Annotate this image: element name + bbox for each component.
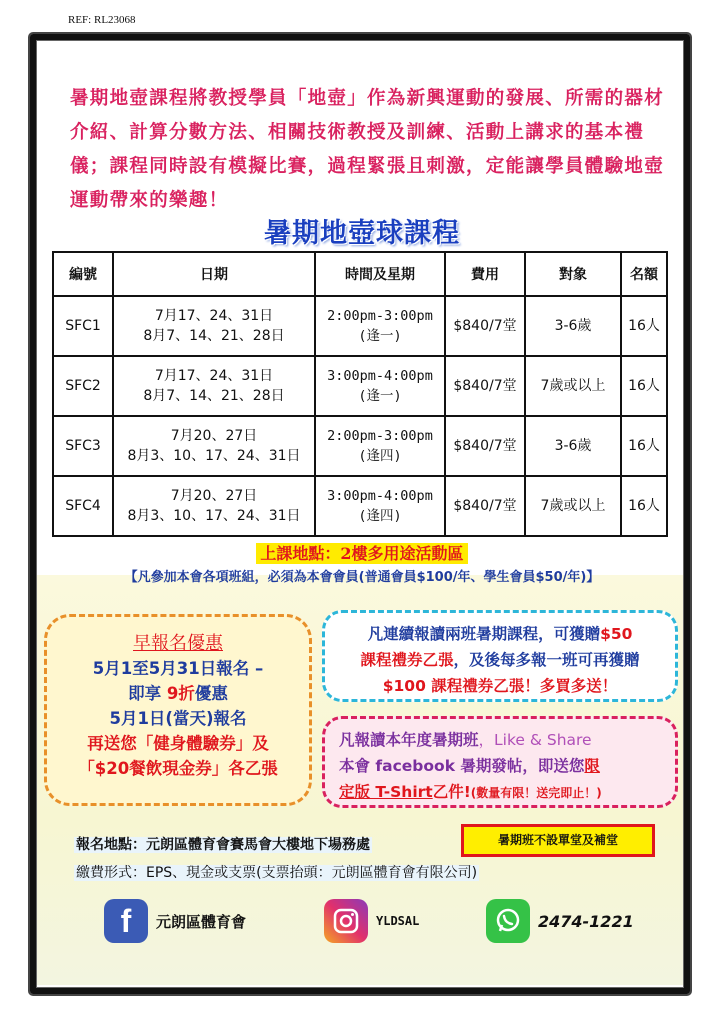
date-line: 8月7、14、21、28日 (143, 388, 285, 404)
early-bird-box (44, 614, 312, 806)
course-quota: 16人 (621, 356, 667, 416)
early-bird-gift: 「$20餐飲現金券」各乙張 (78, 759, 278, 778)
course-fee: $840/7堂 (445, 356, 525, 416)
course-dates (113, 356, 315, 416)
course-fee: $840/7堂 (445, 416, 525, 476)
promo-text: 凡報讀本年度暑期班 (339, 731, 479, 749)
time-line: 2:00pm-3:00pm (327, 428, 433, 444)
location-text: 報名地點：元朗區體育會賽馬會大樓地下場務處 (76, 837, 370, 853)
venue-text: 上課地點：2樓多用途活動區 (256, 543, 467, 564)
instagram-label: YLDSAL (376, 914, 420, 928)
course-code: SFC3 (53, 416, 113, 476)
table-header-row (53, 252, 667, 296)
header-date: 日期 (113, 252, 315, 296)
promo-highlight: 定版 T-Shirt (339, 783, 433, 801)
intro-paragraph: 暑期地壺課程將教授學員「地壺」作為新興運動的發展、所需的器材介紹、計算分數方法、相關技術教授及訓練、活動上講求的基本禮儀；課程同時設有模擬比賽，過程緊張且刺激，定能讓學員體驗地壺運動帶來的樂趣！ (70, 88, 665, 211)
course-fee: $840/7堂 (445, 296, 525, 356)
promo-line (325, 621, 675, 647)
promo-text: 凡連續報讀兩班暑期課程，可獲贈 (367, 625, 601, 643)
instagram-icon (324, 899, 368, 943)
table-row (53, 296, 667, 356)
discount-value: 9折 (166, 684, 195, 703)
continuous-enrolment-box (322, 610, 678, 702)
promo-line (339, 753, 675, 779)
no-single-lesson-notice: 暑期班不設單堂及補堂 (461, 824, 655, 857)
date-line: 8月3、10、17、24、31日 (127, 448, 301, 464)
promo-text: ，Like & Share (478, 731, 592, 749)
time-line: 3:00pm-4:00pm (327, 368, 433, 384)
early-bird-line: 5月1至5月31日報名 – (92, 659, 264, 678)
payment-methods (74, 862, 479, 882)
course-time (315, 356, 445, 416)
date-line: 7月17、24、31日 (154, 368, 274, 384)
whatsapp-icon (486, 899, 530, 943)
header-time: 時間及星期 (315, 252, 445, 296)
promo-text: 本會 facebook 暑期發帖，即送您 (339, 757, 585, 775)
registration-location (74, 834, 372, 854)
course-target: 7歲或以上 (525, 356, 621, 416)
day-line: (逢一) (358, 328, 402, 344)
date-line: 8月7、14、21、28日 (143, 328, 285, 344)
facebook-label: 元朗區體育會 (156, 912, 247, 931)
day-line: (逢四) (358, 508, 402, 524)
course-quota: 16人 (621, 476, 667, 536)
promo-voucher: $100 課程禮券乙張 (382, 677, 525, 695)
date-line: 7月20、27日 (170, 488, 258, 504)
promo-line (339, 779, 675, 806)
discount-prefix: 即享 (128, 684, 162, 703)
header-quota: 名額 (621, 252, 667, 296)
table-row (53, 476, 667, 536)
course-time (315, 476, 445, 536)
whatsapp-number: 2474-1221 (538, 911, 634, 931)
facebook-promo-box (322, 716, 678, 808)
date-line: 7月17、24、31日 (154, 308, 274, 324)
course-code: SFC2 (53, 356, 113, 416)
table-row (53, 356, 667, 416)
facebook-contact[interactable] (104, 898, 246, 944)
course-code: SFC4 (53, 476, 113, 536)
course-time (315, 416, 445, 476)
header-code: 編號 (53, 252, 113, 296)
course-dates (113, 416, 315, 476)
reference-code: REF: RL23068 (68, 14, 136, 26)
header-fee: 費用 (445, 252, 525, 296)
venue-banner (0, 541, 724, 564)
course-time (315, 296, 445, 356)
course-title: 暑期地壺球課程 (264, 218, 460, 249)
course-table (52, 251, 668, 537)
course-target: 3-6歲 (525, 296, 621, 356)
table-row (53, 416, 667, 476)
course-target: 3-6歲 (525, 416, 621, 476)
facebook-icon: f (104, 899, 148, 943)
date-line: 7月20、27日 (170, 428, 258, 444)
promo-text: ，及後每多報一班可再獲贈 (453, 651, 640, 669)
course-code: SFC1 (53, 296, 113, 356)
promo-amount: $50 (600, 625, 633, 643)
promo-text: ！多買多送！ (524, 677, 618, 695)
header-target: 對象 (525, 252, 621, 296)
promo-highlight: 限 (584, 757, 600, 775)
payment-text: 繳費形式：EPS、現金或支票(支票抬頭：元朗區體育會有限公司) (76, 865, 478, 881)
day-line: (逢四) (358, 448, 402, 464)
date-line: 8月3、10、17、24、31日 (127, 508, 301, 524)
course-dates (113, 476, 315, 536)
course-quota: 16人 (621, 416, 667, 476)
early-bird-gift: 再送您「健身體驗券」及 (87, 734, 269, 753)
instagram-contact[interactable] (324, 898, 419, 944)
course-target: 7歲或以上 (525, 476, 621, 536)
discount-suffix: 優惠 (194, 684, 228, 703)
promo-voucher: 課程禮券乙張 (360, 651, 454, 669)
promo-line (325, 647, 675, 673)
day-line: (逢一) (358, 388, 402, 404)
course-quota: 16人 (621, 296, 667, 356)
whatsapp-contact[interactable] (486, 898, 634, 944)
promo-line (339, 727, 675, 753)
membership-note: 【凡參加本會各項班組，必須為本會會員(普通會員$100/年、學生會員$50/年)】 (124, 570, 600, 585)
early-bird-discount (47, 681, 309, 706)
course-fee: $840/7堂 (445, 476, 525, 536)
time-line: 2:00pm-3:00pm (327, 308, 433, 324)
course-dates (113, 296, 315, 356)
promo-text: 乙件! (432, 783, 471, 801)
early-bird-line: 5月1日(當天)報名 (109, 709, 247, 728)
early-bird-heading: 早報名優惠 (133, 633, 223, 654)
time-line: 3:00pm-4:00pm (327, 488, 433, 504)
promo-note: (數量有限！送完即止！) (470, 786, 602, 800)
promo-line (325, 673, 675, 699)
